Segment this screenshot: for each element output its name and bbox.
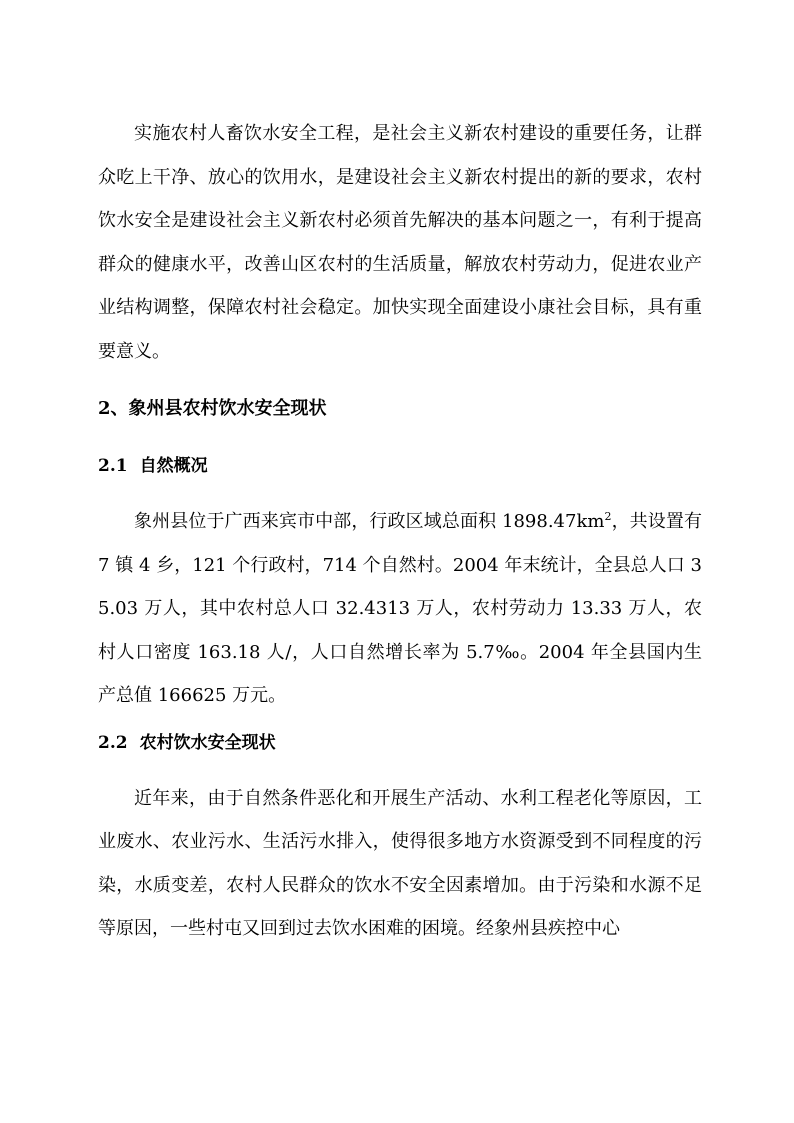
natural-text-part1: 象州县位于广西来宾市中部，行政区域总面积 1898.47km [134,511,605,532]
status-paragraph: 近年来，由于自然条件恶化和开展生产活动、水利工程老化等原因，工业废水、农业污水、生活污水排入，使得很多地方水资源受到不同程度的污染，水质变差，农村人民群众的饮水不安全因素增加。由于污染和水源不足等原因，一些村屯又回到过去饮水困难的困境。经象州县疾控中心 [98,787,702,939]
subsection-title: 农村饮水安全现状 [139,732,276,753]
subsection-number: 2.1 [98,456,128,476]
intro-paragraph: 实施农村人畜饮水安全工程，是社会主义新农村建设的重要任务，让群众吃上干净、放心的饮用水，是建设社会主义新农村提出的新的要求，农村饮水安全是建设社会主义新农村必须首先解决的基本问题之一，有利于提高群众的健康水平，改善山区农村的生活质量，解放农村劳动力，促进农业产业结构调整，保障农村社会稳定。加快实现全面建设小康社会目标，具有重要意义。 [98,123,702,362]
subsection-number: 2.2 [98,732,128,753]
document-body [98,112,702,951]
section-heading: 2、象州县农村饮水安全现状 [98,398,327,419]
natural-text-part2: ，共设置有 7 镇 4 乡，121 个行政村，714 个自然村。2004 年末统计，全县总人口 35.03 万人，其中农村总人口 32.4313 万人，农村劳动力 13.33 万人，农村人口密度 163.18 人/，人口自然增长率为 5.7‰。2004 年全县国内生产总值 166625 万元。 [98,511,703,706]
subsection-title: 自然概况 [139,456,208,476]
subsection-heading-natural [98,445,702,500]
area-unit-superscript: 2 [604,510,612,523]
natural-paragraph [98,500,702,718]
subsection-heading-status [98,722,702,777]
